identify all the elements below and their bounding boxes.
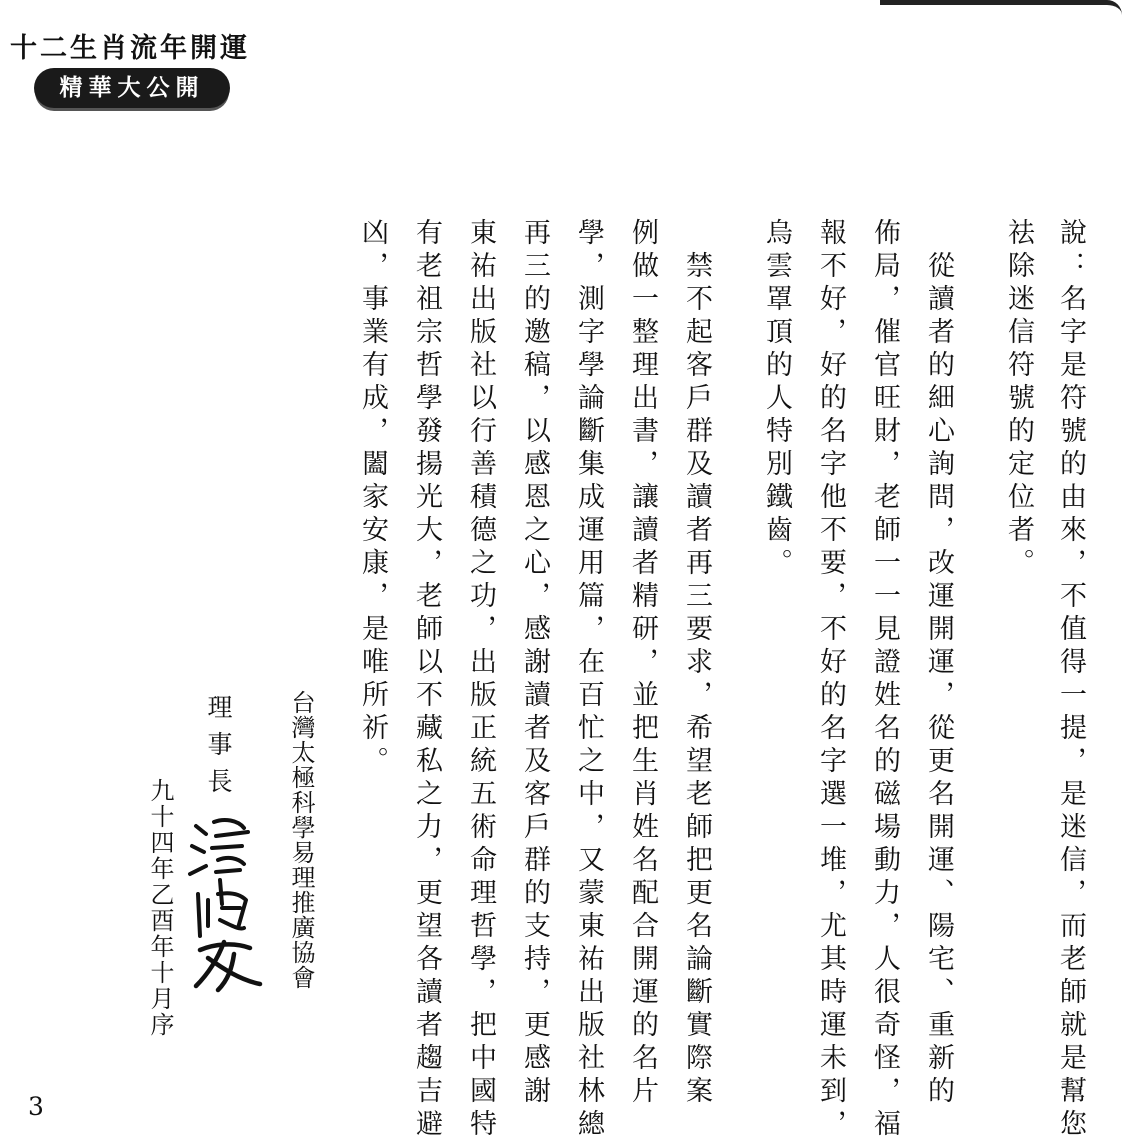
text-column: 學，測字學論斷集成運用篇，在百忙之中，又蒙東祐出版社林總 xyxy=(573,218,604,1142)
text-column: 從讀者的細心詢問，改運開運，從更名開運、陽宅、重新的 xyxy=(923,218,954,1109)
handwritten-signature xyxy=(178,808,268,998)
text-column: 東祐出版社以行善積德之功，出版正統五術命理哲學，把中國特 xyxy=(465,218,496,1142)
text-column: 禁不起客戶群及讀者再三要求，希望老師把更名論斷實際案 xyxy=(681,218,712,1109)
text-column: 凶，事業有成，闔家安康，是唯所祈。 xyxy=(357,218,388,779)
organization-name: 台灣太極科學易理推廣協會 xyxy=(287,690,315,990)
text-column: 報不好，好的名字他不要，不好的名字選一堆，尤其時運未到， xyxy=(815,218,846,1142)
text-column: 再三的邀稿，以感恩之心，感謝讀者及客戶群的支持，更感謝 xyxy=(519,218,550,1109)
scan-edge-line xyxy=(880,0,1122,15)
series-title: 十二生肖流年開運 xyxy=(10,33,250,64)
preface-date: 九十四年乙酉年十月序 xyxy=(146,778,174,1038)
series-badge: 精華大公開 xyxy=(34,68,230,108)
page-number: 3 xyxy=(28,1092,44,1121)
signatory-title: 理事長 xyxy=(204,694,233,805)
text-column: 例做一整理出書，讓讀者精研，並把生肖姓名配合開運的名片 xyxy=(627,218,658,1109)
text-column: 祛除迷信符號的定位者。 xyxy=(1003,218,1034,581)
text-column: 佈局，催官旺財，老師一一見證姓名的磁場動力，人很奇怪，福 xyxy=(869,218,900,1142)
text-column: 烏雲罩頂的人特別鐵齒。 xyxy=(761,218,792,581)
text-column: 有老祖宗哲學發揚光大，老師以不藏私之力，更望各讀者趨吉避 xyxy=(411,218,442,1142)
text-column: 說：名字是符號的由來，不值得一提，是迷信，而老師就是幫您 xyxy=(1055,218,1086,1142)
